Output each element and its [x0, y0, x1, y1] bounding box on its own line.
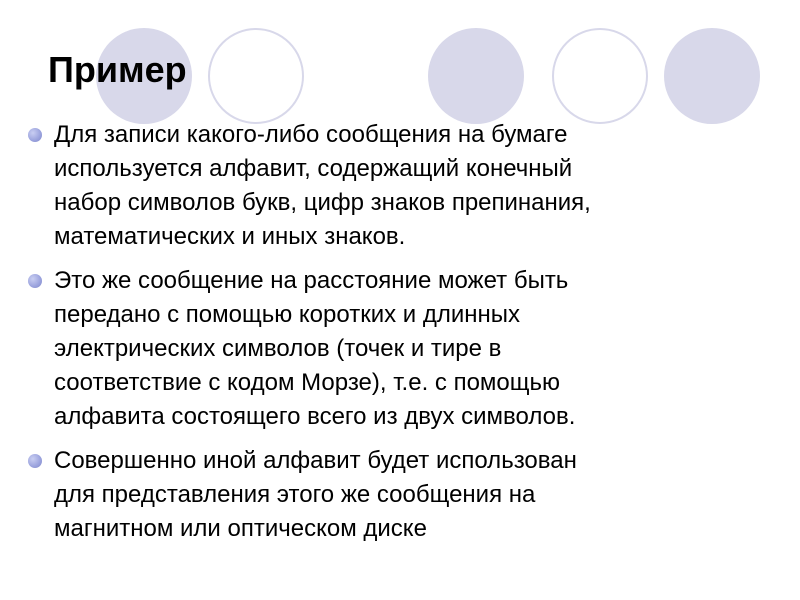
bullet-text-line: передано с помощью коротких и длинных — [54, 301, 521, 328]
decorative-circle-filled — [664, 28, 760, 124]
bullet-text-line: используется алфавит, содержащий конечный — [54, 155, 573, 182]
decorative-circle-outline — [208, 28, 304, 124]
bullet-dot-icon — [28, 274, 42, 288]
bullet-text-line: электрических символов (точек и тире в — [54, 335, 502, 362]
decorative-circle-outline — [552, 28, 648, 124]
decorative-circle-filled — [428, 28, 524, 124]
slide-title: Пример — [48, 49, 187, 90]
bullet-text-line: соответствие с кодом Морзе), т.е. с помощью — [54, 369, 561, 396]
bullet-text-line: математических и иных знаков. — [54, 223, 406, 250]
bullet-dot-icon — [28, 454, 42, 468]
bullet-text-line: алфавита состоящего всего из двух символов. — [54, 403, 576, 430]
bullet-item — [26, 118, 766, 254]
bullet-text-line: Для записи какого-либо сообщения на бумаге — [54, 121, 568, 148]
bullet-item — [26, 264, 766, 434]
bullet-text-line: магнитном или оптическом диске — [54, 515, 427, 542]
bullet-item — [26, 444, 766, 546]
bullet-text-line: Это же сообщение на расстояние может быть — [54, 267, 569, 294]
bullet-text-line: набор символов букв, цифр знаков препинания, — [54, 189, 591, 216]
bullet-list — [26, 118, 766, 556]
bullet-dot-icon — [28, 128, 42, 142]
bullet-text-line: для представления этого же сообщения на — [54, 481, 536, 508]
bullet-text-line: Совершенно иной алфавит будет использован — [54, 447, 577, 474]
